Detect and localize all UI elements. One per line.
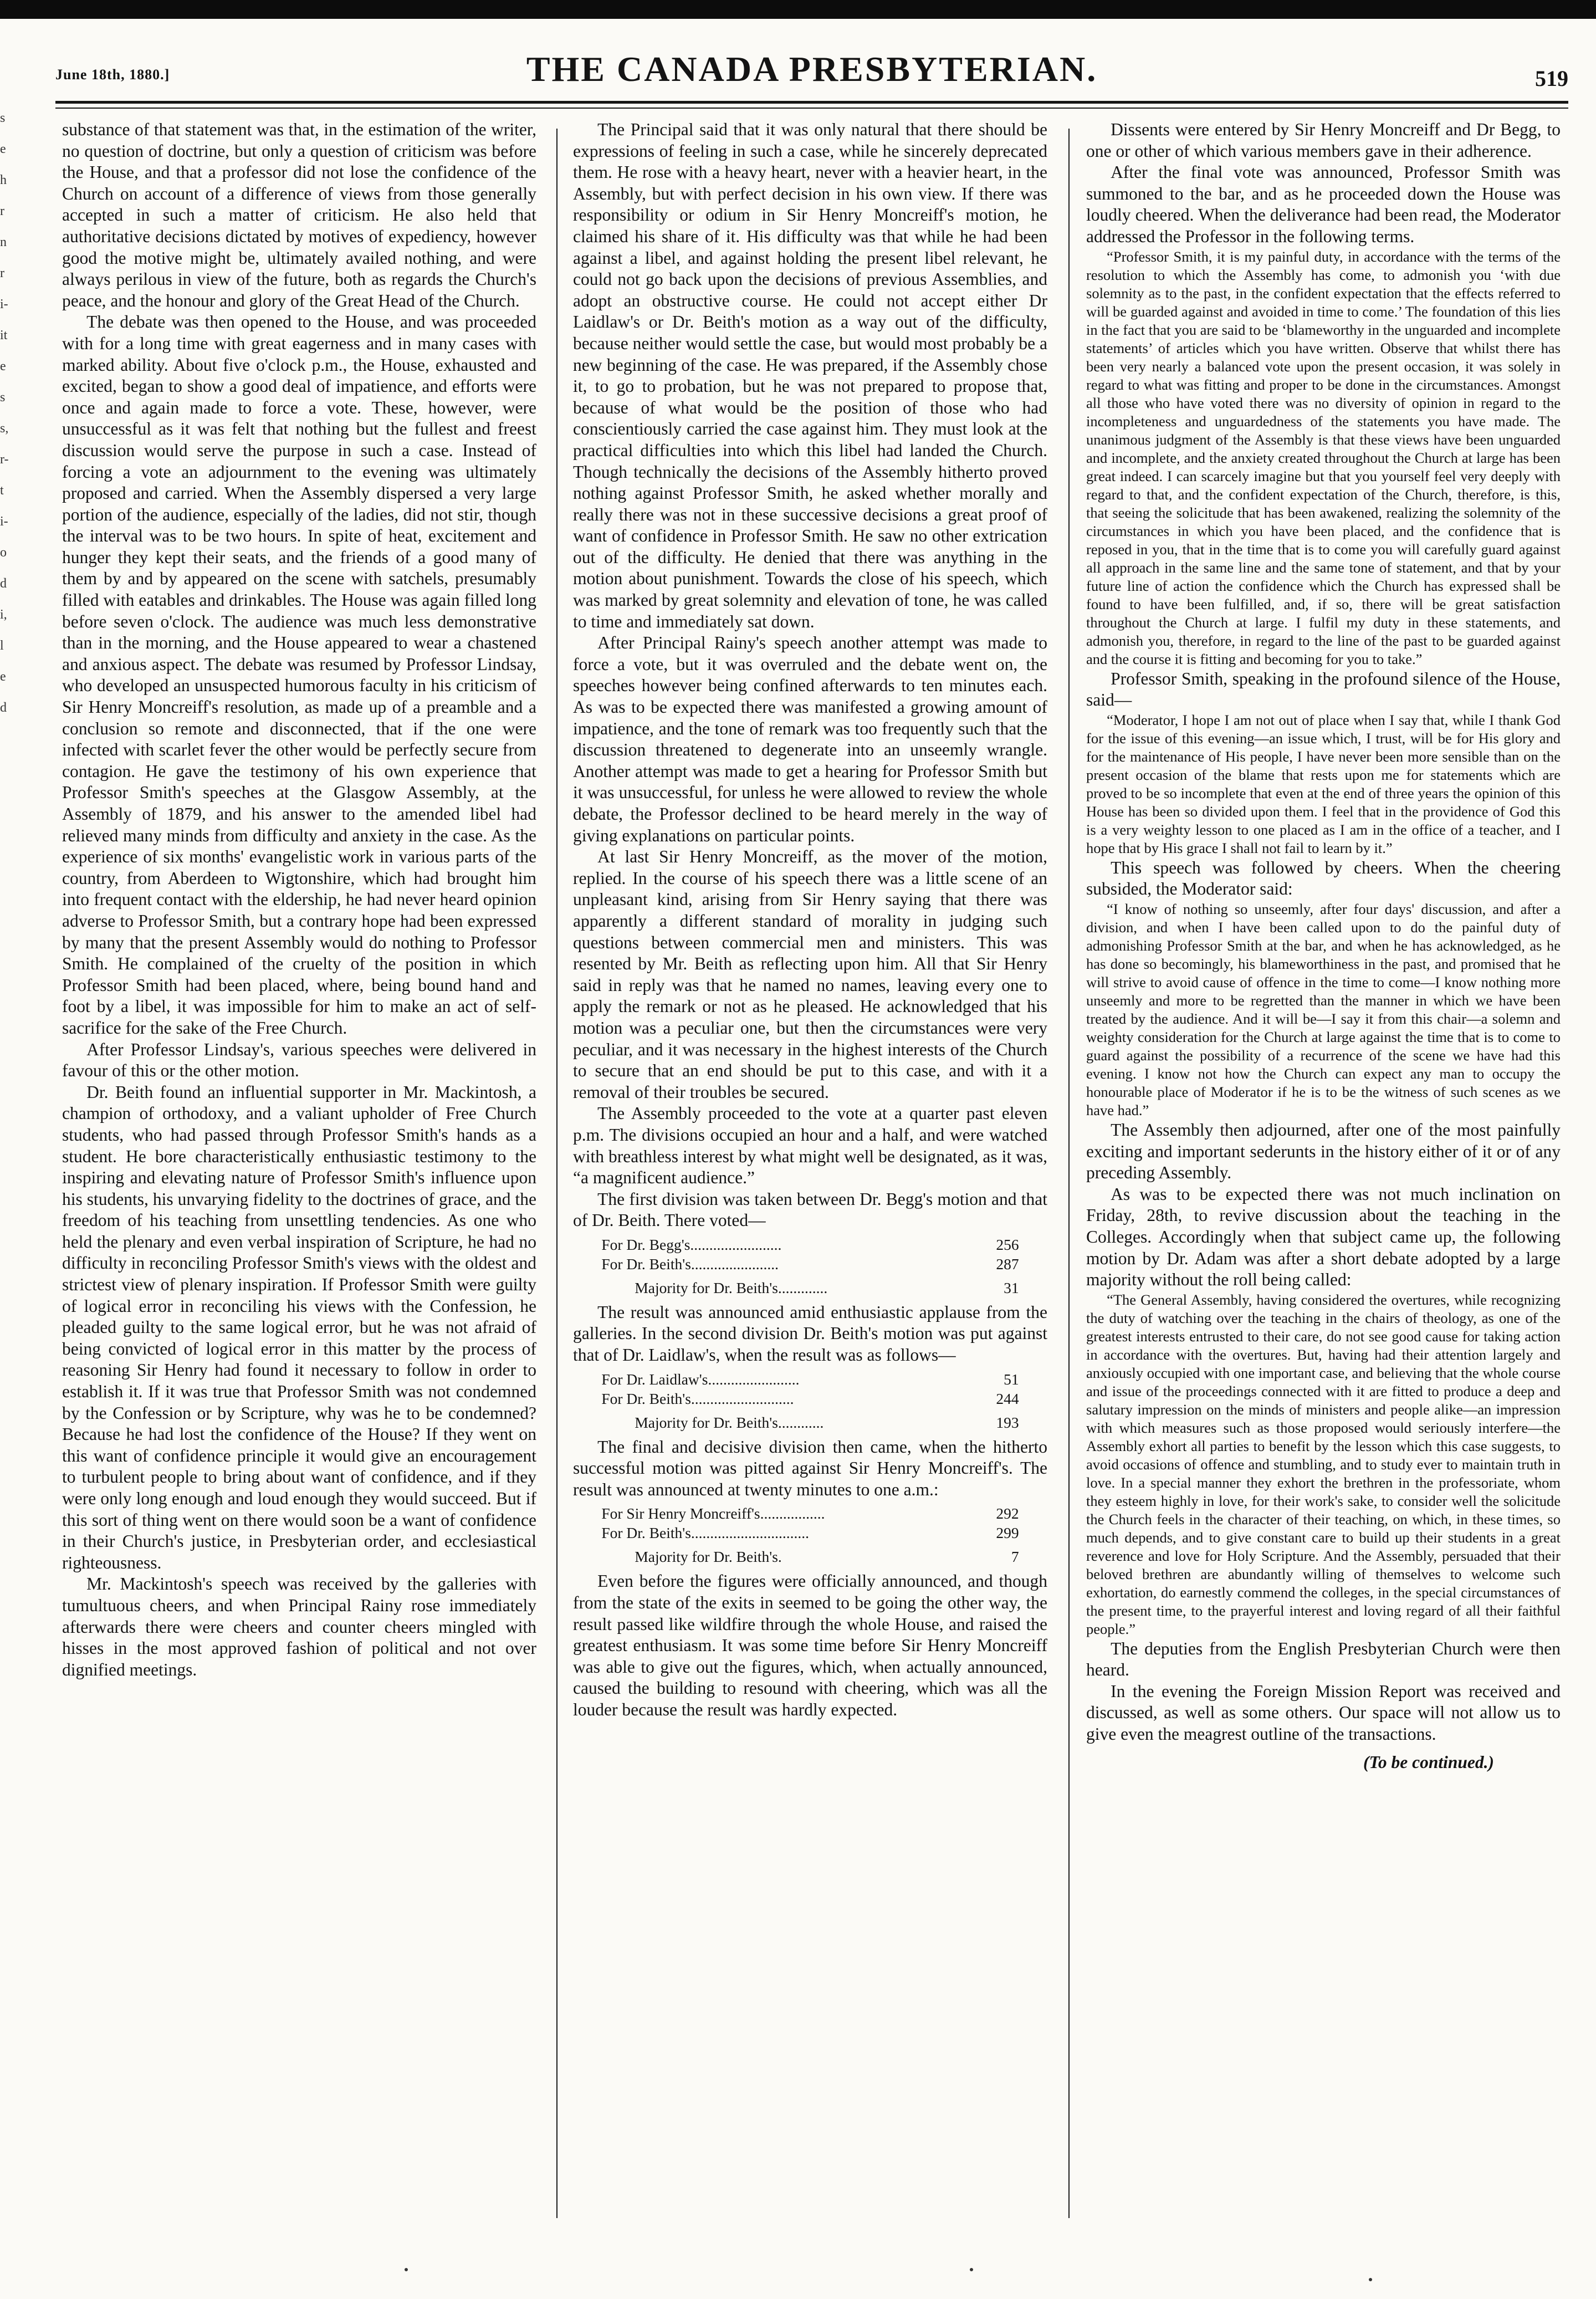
vote-tally-laidlaw-beith xyxy=(601,1370,1019,1432)
article-paragraph: This speech was followed by cheers. When the cheering subsided, the Moderator said: xyxy=(1086,857,1561,899)
vote-majority-row xyxy=(601,1274,1019,1297)
margin-fragment: i- xyxy=(0,514,8,529)
publication-title: THE CANADA PRESBYTERIAN. xyxy=(526,49,1098,89)
margin-fragment: d xyxy=(0,701,7,715)
vote-label: For Dr. Beith's....................... xyxy=(601,1255,779,1273)
article-paragraph: The Principal said that it was only natural that there should be expressions of feeling in such a case, while he sincerely deprecated them. He rose with a heavy heart, never with a heavier heart, in the Assembly, but with perfect decision in his own view. If there was responsibility or odium in Sir Henry Moncreiff's motion, he claimed his share of it. His difficulty was that while he had been against a libel, and against holding the present libel relevant, he could not go back upon the decisions of previous Assemblies, and adopt an obstructive course. He could not accept either Dr Laidlaw's or Dr. Beith's motion as a way out of the difficulty, because neither would settle the case, but would most probably be a new beginning of the case. He was prepared, if the Assembly chose it, to go to probation, but he was not prepared to propose that, because of what would be the position of those who had conscientiously carried the case against him. They must look at the practical difficulties into which this libel had landed the Church. Though technically the decisions of the Assembly hitherto proved nothing against Professor Smith, he asked whether morally and really there was not in these successive decisions a great proof of want of confidence in Professor Smith. He saw no other extrication out of the difficulty. He denied that there was anything in the motion about punishment. Towards the close of his speech, which was marked by great solemnity and elevation of tone, he was called to time and immediately sat down. xyxy=(573,120,1047,631)
article-paragraph: In the evening the Foreign Mission Report was received and discussed, as well as some others. Our space will not allow us to give even the meagrest outline of the transactions. xyxy=(1086,1681,1561,1744)
article-paragraph: substance of that statement was that, in the estimation of the writer, no question of doctrine, but only a question of criticism was before the House, and that a professor did not lose the confidence of the Church on account of a difference of views from those generally accepted in such a matter of criticism. He also held that authoritative decisions dictated by motives of expediency, however good the motive might be, ultimately availed nothing, and were always perilous in view of the future, both as regards the Church's peace, and the honour and glory of the Great Head of the Church. xyxy=(62,120,536,310)
vote-tally-begg-beith xyxy=(601,1235,1019,1297)
margin-fragment: r xyxy=(0,204,4,218)
vote-count: 287 xyxy=(996,1255,1019,1273)
vote-count: 256 xyxy=(996,1235,1019,1253)
article-paragraph: After Principal Rainy's speech another attempt was made to force a vote, but it was overruled and the debate went on, the speeches however being confined afterwards to ten minutes each. As was to be expected there was manifested a growing amount of impatience, and the tone of remark was too frequently such that the discussion threatened to degenerate into an unseemly wrangle. Another attempt was made to get a hearing for Professor Smith but it was unsuccessful, for unless he were allowed to review the whole debate, the Professor declined to be heard merely in the way of giving explanations on particular points. xyxy=(573,633,1047,845)
margin-fragment: t xyxy=(0,483,4,498)
print-speck xyxy=(1369,2278,1372,2281)
margin-fragment: o xyxy=(0,545,7,560)
top-black-bar xyxy=(0,0,1596,19)
article-paragraph: Mr. Mackintosh's speech was received by the galleries with tumultuous cheers, and when Principal Rainy rose immediately afterwards there were cheers and counter cheers mingled with hisses in the most approved fashion of political and not over dignified meetings. xyxy=(62,1574,536,1679)
margin-fragment: s xyxy=(0,390,6,405)
left-margin-bleed xyxy=(0,111,14,1108)
vote-count: 244 xyxy=(996,1389,1019,1407)
margin-fragment: r xyxy=(0,266,4,280)
margin-fragment: i, xyxy=(0,607,7,622)
margin-fragment: d xyxy=(0,576,7,591)
to-be-continued: (To be continued.) xyxy=(1363,1752,1494,1772)
majority-count: 31 xyxy=(1004,1279,1019,1296)
vote-count: 292 xyxy=(996,1505,1019,1523)
column-right xyxy=(1086,119,1561,2220)
margin-fragment: e xyxy=(0,142,6,156)
margin-fragment: e xyxy=(0,670,6,684)
quoted-address: “Professor Smith, it is my painful duty, in accordance with the terms of the resolution to which the Assembly has come, to admonish you ‘with due solemnity as to the past, in the confident expectation that the effects referred to will be guarded against and avoided in time to come.’ The foundation of this lies in the fact that you are said to be ‘blameworthy in the unguarded and incomplete statements’ of articles which you have written. Observe that whilst there has been very nearly a balanced vote upon the present occasion, it was solely in regard to what was fitting and proper to be done in the circumstances. Amongst all those who have voted there was no diversity of opinion in regard to the incompleteness and unguardedness of the statements you have made. The unanimous judgment of the Assembly is that these views have been unguarded and incomplete, and the anxiety created throughout the Church at large has been great indeed. I can scarcely imagine but that you yourself feel very deeply with regard to that, and the confident expectation of the Church, therefore, is this, that seeing the solicitude that has been awakened, realizing the solemnity of the circumstances in which you have been placed, and the confidence that is reposed in you, that in the time that is to come you will carefully guard against all approach in the same line and the same tone of statement, and that by your future line of action the confidence which the Church has expressed shall be found to have been fulfilled, and, if so, there will be great satisfaction throughout the Church at large. I fulfil my duty in these statements, and admonish you, therefore, in regard to the line of the past to be guarded against and the course it is fitting and becoming for you to take.” xyxy=(1086,248,1561,667)
article-paragraph: The result was announced amid enthusiastic applause from the galleries. In the second division Dr. Beith's motion was put against that of Dr. Laidlaw's, when the result was as follows— xyxy=(573,1302,1047,1365)
article-paragraph: After the final vote was announced, Professor Smith was summoned to the bar, and as he proceeded down the House was loudly cheered. When the deliverance had been read, the Moderator addressed the Professor in the following terms. xyxy=(1086,162,1561,246)
header-rule-thin xyxy=(55,108,1568,109)
vote-label: For Sir Henry Moncreiff's................. xyxy=(601,1505,825,1523)
vote-row xyxy=(601,1523,1019,1542)
quoted-address: “The General Assembly, having considered the overtures, while recognizing the duty of watching over the teaching in the chairs of theology, as one of the greatest interests entrusted to their care, do not see good cause for taking action in accordance with the overtures. But, having had their attention largely and anxiously occupied with one important case, and believing that the whole course and issue of the proceedings connected with it are fitted to produce a deep and salutary impression on the minds of ministers and people alike—an impression with which measures such as those proposed would seriously interfere—the Assembly exhort all parties to benefit by the lesson which this case suggests, to avoid occasions of offence and stumbling, and to study ever to maintain truth in love. In a special manner they exhort the brethren in the professoriate, whom they esteem highly in love, for their work's sake, to consider well the solicitude the Church feels in the character of their teaching, on which, in these times, so much depends, and to give constant care to build up their students in a great reverence and love for Holy Scripture. And the Assembly, persuaded that their beloved brethren are abundantly willing of themselves to welcome such exhortation, do earnestly commend the colleges, in the special circumstances of the present time, to the prayerful interest and loving regard of all their faithful people.” xyxy=(1086,1291,1561,1637)
article-paragraph: The first division was taken between Dr. Begg's motion and that of Dr. Beith. There voted— xyxy=(573,1189,1047,1230)
majority-label: Majority for Dr. Beith's. xyxy=(635,1548,782,1566)
article-paragraph: The Assembly proceeded to the vote at a quarter past eleven p.m. The divisions occupied an hour and a half, and were watched with breathless interest by what might well be designated, as it was, “a magnificent audience.” xyxy=(573,1103,1047,1188)
vote-tally-moncreiff-beith xyxy=(601,1504,1019,1566)
vote-row xyxy=(601,1389,1019,1408)
majority-label: Majority for Dr. Beith's............. xyxy=(635,1279,828,1296)
article-columns xyxy=(62,119,1564,2220)
page-number: 519 xyxy=(1535,66,1568,91)
issue-date: June 18th, 1880.] xyxy=(55,67,170,83)
majority-count: 193 xyxy=(996,1413,1019,1431)
margin-fragment: r- xyxy=(0,452,9,467)
vote-label: For Dr. Begg's........................ xyxy=(601,1235,782,1253)
column-middle xyxy=(573,119,1047,2220)
margin-fragment: l xyxy=(0,638,4,653)
margin-fragment: i- xyxy=(0,297,8,311)
print-speck xyxy=(970,2268,973,2271)
vote-row xyxy=(601,1504,1019,1523)
article-paragraph: The deputies from the English Presbyterian Church were then heard. xyxy=(1086,1638,1561,1680)
article-paragraph: After Professor Lindsay's, various speeches were delivered in favour of this or the other motion. xyxy=(62,1039,536,1081)
vote-count: 299 xyxy=(996,1524,1019,1542)
article-paragraph: The Assembly then adjourned, after one of the most painfully exciting and important sederunts in the history either of it or of any preceding Assembly. xyxy=(1086,1120,1561,1183)
vote-row xyxy=(601,1254,1019,1274)
vote-label: For Dr. Beith's........................... xyxy=(601,1389,794,1407)
vote-label: For Dr. Laidlaw's........................ xyxy=(601,1370,800,1388)
majority-count: 7 xyxy=(1011,1548,1019,1566)
article-paragraph: Professor Smith, speaking in the profound silence of the House, said— xyxy=(1086,668,1561,710)
vote-row xyxy=(601,1370,1019,1389)
quoted-address: “Moderator, I hope I am not out of place when I say that, while I thank God for the issue of this evening—an issue which, I trust, will be for His glory and for the maintenance of His people, I have never been more sensible than on the present occasion of the blame that rests upon me for statements which are proved to be so incomplete that even at the end of three years the opinion of this House has been so divided upon them. I feel that in the providence of God this is a very weighty lesson to one placed as I am in the office of a teacher, and I hope that by His grace I shall not fail to learn by it.” xyxy=(1086,711,1561,856)
article-paragraph: Even before the figures were officially announced, and though from the state of the exits in seemed to be going the other way, the result passed like wildfire through the whole House, and raised the greatest enthusiasm. It was some time before Sir Henry Moncreiff was able to give out the figures, which, when actually announced, caused the building to resound with cheering, which was all the louder because the result was hardly expected. xyxy=(573,1571,1047,1719)
quoted-address: “I know of nothing so unseemly, after four days' discussion, and after a division, and when I have been called upon to do the painful duty of admonishing Professor Smith at the bar, and when he has acknowledged, as he has done so becomingly, his blameworthiness in the past, and promised that he will strive to avoid cause of offence in the time to come—I know nothing more unseemly and more to be regretted than the manner in which we have been treated by the audience. And it will be—I say it from this chair—a solemn and weighty consideration for the Church at large against the time that is to come to guard against the possibility of a recurrence of the scene we have had this evening. I know not how the Church can expect any man to occupy the honourable place of Moderator if he is to be the witness of such scenes as we have had.” xyxy=(1086,900,1561,1118)
vote-majority-row xyxy=(601,1408,1019,1432)
vote-count: 51 xyxy=(1004,1370,1019,1388)
margin-fragment: e xyxy=(0,359,6,374)
vote-label: For Dr. Beith's............................... xyxy=(601,1524,810,1542)
vote-majority-row xyxy=(601,1542,1019,1566)
margin-fragment: s, xyxy=(0,421,9,436)
article-paragraph: The debate was then opened to the House, and was proceeded with for a long time with great eagerness and in many cases with marked ability. About five o'clock p.m., the House, exhausted and excited, began to show a good deal of impatience, and efforts were once and again made to force a vote. These, however, were unsuccessful as it was felt that nothing but the fullest and freest discussion would serve the purpose in such a case. Instead of forcing a vote an adjournment to the evening was ultimately proposed and carried. When the Assembly dispersed a very large portion of the audience, especially of the ladies, did not stir, though the interval was to be two hours. In spite of heat, excitement and hunger they kept their seats, and the friends of a good many of them by and by appeared on the scene with satchels, presumably filled with eatables and drinkables. The House was again filled long before seven o'clock. The audience was much less demonstrative than in the morning, and the House appeared to wear a chastened and anxious aspect. The debate was resumed by Professor Lindsay, who developed an unsuspected humorous faculty in his criticism of Sir Henry Moncreiff's resolution, as made up of a preamble and a conclusion so remote and disconnected, that if the one were infected with scarlet fever the other would be perfectly secure from contagion. He gave the testimony of his own experience that Professor Smith's speeches at the Glasgow Assembly, at the Assembly of 1879, and his answer to the amended libel had relieved many minds from difficulty and anxiety in the case. As the experience of six months' evangelistic work in various parts of the country, from Aberdeen to Wigtonshire, which had brought him into frequent contact with the eldership, he had never heard opinion adverse to Professor Smith, but a contrary hope had been expressed by many that the present Assembly would do nothing to Professor Smith. He complained of the cruelty of the position in which Professor Smith had been placed, where, being bound hand and foot by a libel, it was impossible for him to make an act of self-sacrifice for the sake of the Free Church. xyxy=(62,312,536,1038)
article-paragraph: Dissents were entered by Sir Henry Moncreiff and Dr Begg, to one or other of which various members gave in their adherence. xyxy=(1086,120,1561,161)
article-paragraph: As was to be expected there was not much inclination on Friday, 28th, to revive discussion about the teaching in the Colleges. Accordingly when that subject came up, the following motion by Dr. Adam was after a short debate adopted by a large majority without the roll being called: xyxy=(1086,1184,1561,1290)
print-speck xyxy=(405,2268,408,2271)
margin-fragment: it xyxy=(0,328,8,343)
article-paragraph: At last Sir Henry Moncreiff, as the mover of the motion, replied. In the course of his speech there was a little scene of an unpleasant kind, arising from Sir Henry saying that there was apparently a different standard of morality in judging such questions between commercial men and ministers. This was resented by Mr. Beith as reflecting upon him. All that Sir Henry said in reply was that he named no names, leaving every one to apply the remark or not as he pleased. He acknowledged that his motion was a peculiar one, but then the circumstances were very peculiar, and it was necessary in the highest interests of the Church to secure that an end should be put to this case, and with it a removal of their troubles be secured. xyxy=(573,847,1047,1102)
vote-row xyxy=(601,1235,1019,1254)
majority-label: Majority for Dr. Beith's............ xyxy=(635,1413,824,1431)
article-paragraph: The final and decisive division then came, when the hitherto successful motion was pitted against Sir Henry Moncreiff's. The result was announced at twenty minutes to one a.m.: xyxy=(573,1437,1047,1499)
article-paragraph: Dr. Beith found an influential supporter in Mr. Mackintosh, a champion of orthodoxy, and a valiant upholder of Free Church students, who had passed through Professor Smith's hands as a student. He bore characteristically enthusiastic testimony to the inspiring and elevating nature of Professor Smith's influence upon his students, his unvarying fidelity to the doctrines of grace, and the freedom of his teaching from unsettling tendencies. As one who held the plenary and even verbal inspiration of Scripture, he had no difficulty in reconciling Professor Smith's views with the oldest and strictest view of plenary inspiration. If Professor Smith were guilty of logical error in reconciling his views with the Confession, he pleaded guilty to the same logical error, but he was not afraid of being convicted of logical error in this matter by the process of reasoning Sir Henry had found it necessary to follow in order to establish it. If it was true that Professor Smith was not condemned by the Confession or by Scripture, why was he to be condemned? Because he had lost the confidence of the House? If they went on this want of confidence principle it would give an encouragement to turbulent people to bring about want of confidence, and if they were only long enough and loud enough they would succeed. But if this sort of thing went on there would soon be a want of confidence in their Church's justice, in Presbyterian order, and ecclesiastical righteousness. xyxy=(62,1082,536,1572)
column-left xyxy=(62,119,536,2220)
margin-fragment: h xyxy=(0,173,7,187)
header-rule-thick xyxy=(55,101,1568,104)
margin-fragment: n xyxy=(0,235,7,249)
margin-fragment: s xyxy=(0,111,6,125)
page-header xyxy=(55,44,1568,94)
